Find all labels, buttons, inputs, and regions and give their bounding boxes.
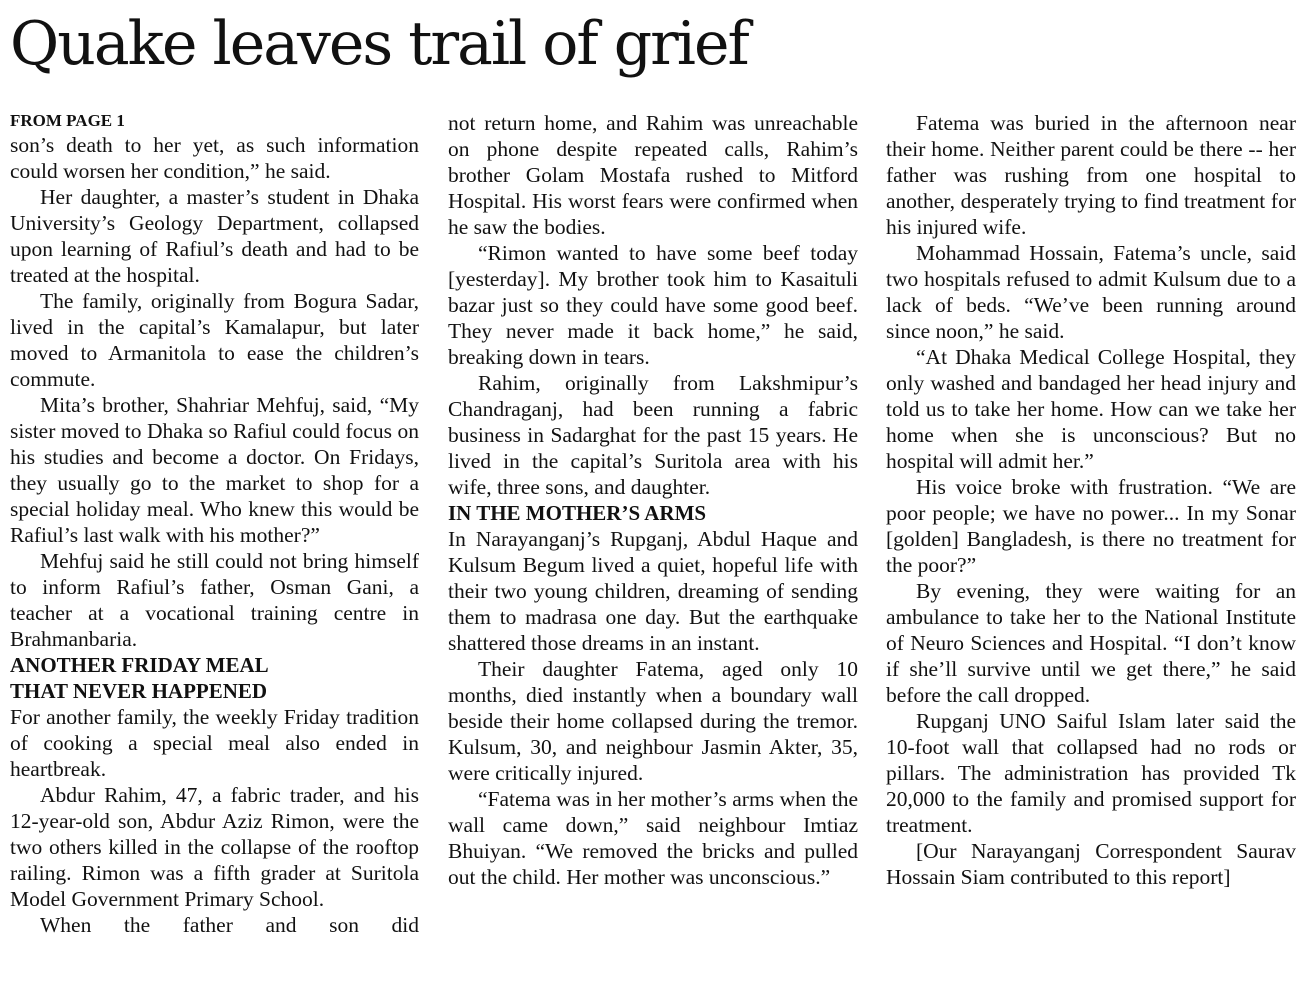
paragraph: Rupganj UNO Saiful Islam later said the 10-foot wall that collapsed had no rods or pillars. The administration has provided Tk 20,000 to the family and promised support for treatment.	[886, 709, 1296, 837]
paragraph: By evening, they were waiting for an ambulance to take her to the National Institute of Neuro Sciences and Hospital. “I don’t know if she’ll survive until we get there,” he said before the call dropped.	[886, 579, 1296, 707]
paragraph: The family, originally from Bogura Sadar, lived in the capital’s Kamalapur, but later moved to Armanitola to ease the children’s commute.	[10, 289, 419, 391]
paragraph: Rahim, originally from Lakshmipur’s Chandraganj, had been running a fabric business in Sadarghat for the past 15 years. He lived in the capital’s Suritola area with his wife, three sons, and daughter.	[448, 371, 858, 499]
paragraph: His voice broke with frustration. “We are poor people; we have no power... In my Sonar [golden] Bangladesh, is there no treatment for the poor?”	[886, 475, 1296, 577]
paragraph: In Narayanganj’s Rupganj, Abdul Haque and Kulsum Begum lived a quiet, hopeful life with their two young children, dreaming of sending them to madrasa one day. But the earthquake shattered those dreams in an instant.	[448, 527, 858, 655]
kicker-from-page-1: FROM PAGE 1	[10, 111, 125, 130]
paragraph: “Rimon wanted to have some beef today [yesterday]. My brother took him to Kasaituli bazar just so they could have some good beef. They never made it back home,” he said, breaking down in tears.	[448, 241, 858, 369]
headline: Quake leaves trail of grief	[10, 9, 748, 79]
paragraph: Fatema was buried in the afternoon near their home. Neither parent could be there -- her father was rushing from one hospital to another, desperately trying to find treatment for his injured wife.	[886, 111, 1296, 239]
paragraph: Her daughter, a master’s student in Dhaka University’s Geology Department, collapsed upon learning of Rafiul’s death and had to be treated at the hospital.	[10, 185, 419, 287]
paragraph: Abdur Rahim, 47, a fabric trader, and his 12-year-old son, Abdur Aziz Rimon, were the two others killed in the collapse of the rooftop railing. Rimon was a fifth grader at Suritola Model Government Primary School.	[10, 783, 419, 911]
paragraph: “Fatema was in her mother’s arms when the wall came down,” said neighbour Imtiaz Bhuiyan. “We removed the bricks and pulled out the child. Her mother was unconscious.”	[448, 787, 858, 889]
paragraph: For another family, the weekly Friday tradition of cooking a special meal also ended in heartbreak.	[10, 705, 419, 781]
paragraph: When the father and son did	[40, 913, 419, 937]
paragraph: Their daughter Fatema, aged only 10 months, died instantly when a boundary wall beside their home collapsed during the tremor. Kulsum, 30, and neighbour Jasmin Akter, 35, were critically injured.	[448, 657, 858, 785]
paragraph-continued: not return home, and Rahim was unreachable on phone despite repeated calls, Rahim’s brother Golam Mostafa rushed to Mitford Hospital. His worst fears were confirmed when he saw the bodies.	[448, 111, 858, 239]
column-1	[10, 110, 419, 978]
subheading-mothers-arms: IN THE MOTHER’S ARMS	[448, 501, 707, 525]
contributor-note: [Our Narayanganj Correspondent Saurav Hossain Siam contributed to this report]	[886, 839, 1296, 889]
paragraph: “At Dhaka Medical College Hospital, they only washed and bandaged her head injury and told us to take her home. How can we take her home when she is unconscious? But no hospital will admit her.”	[886, 345, 1296, 473]
subheading-friday-meal-line-2: THAT NEVER HAPPENED	[10, 679, 268, 703]
column-2	[448, 110, 858, 978]
paragraph: Mehfuj said he still could not bring himself to inform Rafiul’s father, Osman Gani, a teacher at a vocational training centre in Brahmanbaria.	[10, 549, 419, 651]
subheading-friday-meal-line-1: ANOTHER FRIDAY MEAL	[10, 653, 269, 677]
paragraph: Mita’s brother, Shahriar Mehfuj, said, “My sister moved to Dhaka so Rafiul could focus on his studies and become a doctor. On Fridays, they usually go to the market to shop for a special holiday meal. Who knew this would be Rafiul’s last walk with his mother?”	[10, 393, 419, 547]
paragraph: Mohammad Hossain, Fatema’s uncle, said two hospitals refused to admit Kulsum due to a lack of beds. “We’ve been running around since noon,” he said.	[886, 241, 1296, 343]
column-3	[886, 110, 1296, 978]
paragraph: son’s death to her yet, as such information could worsen her condition,” he said.	[10, 133, 419, 183]
